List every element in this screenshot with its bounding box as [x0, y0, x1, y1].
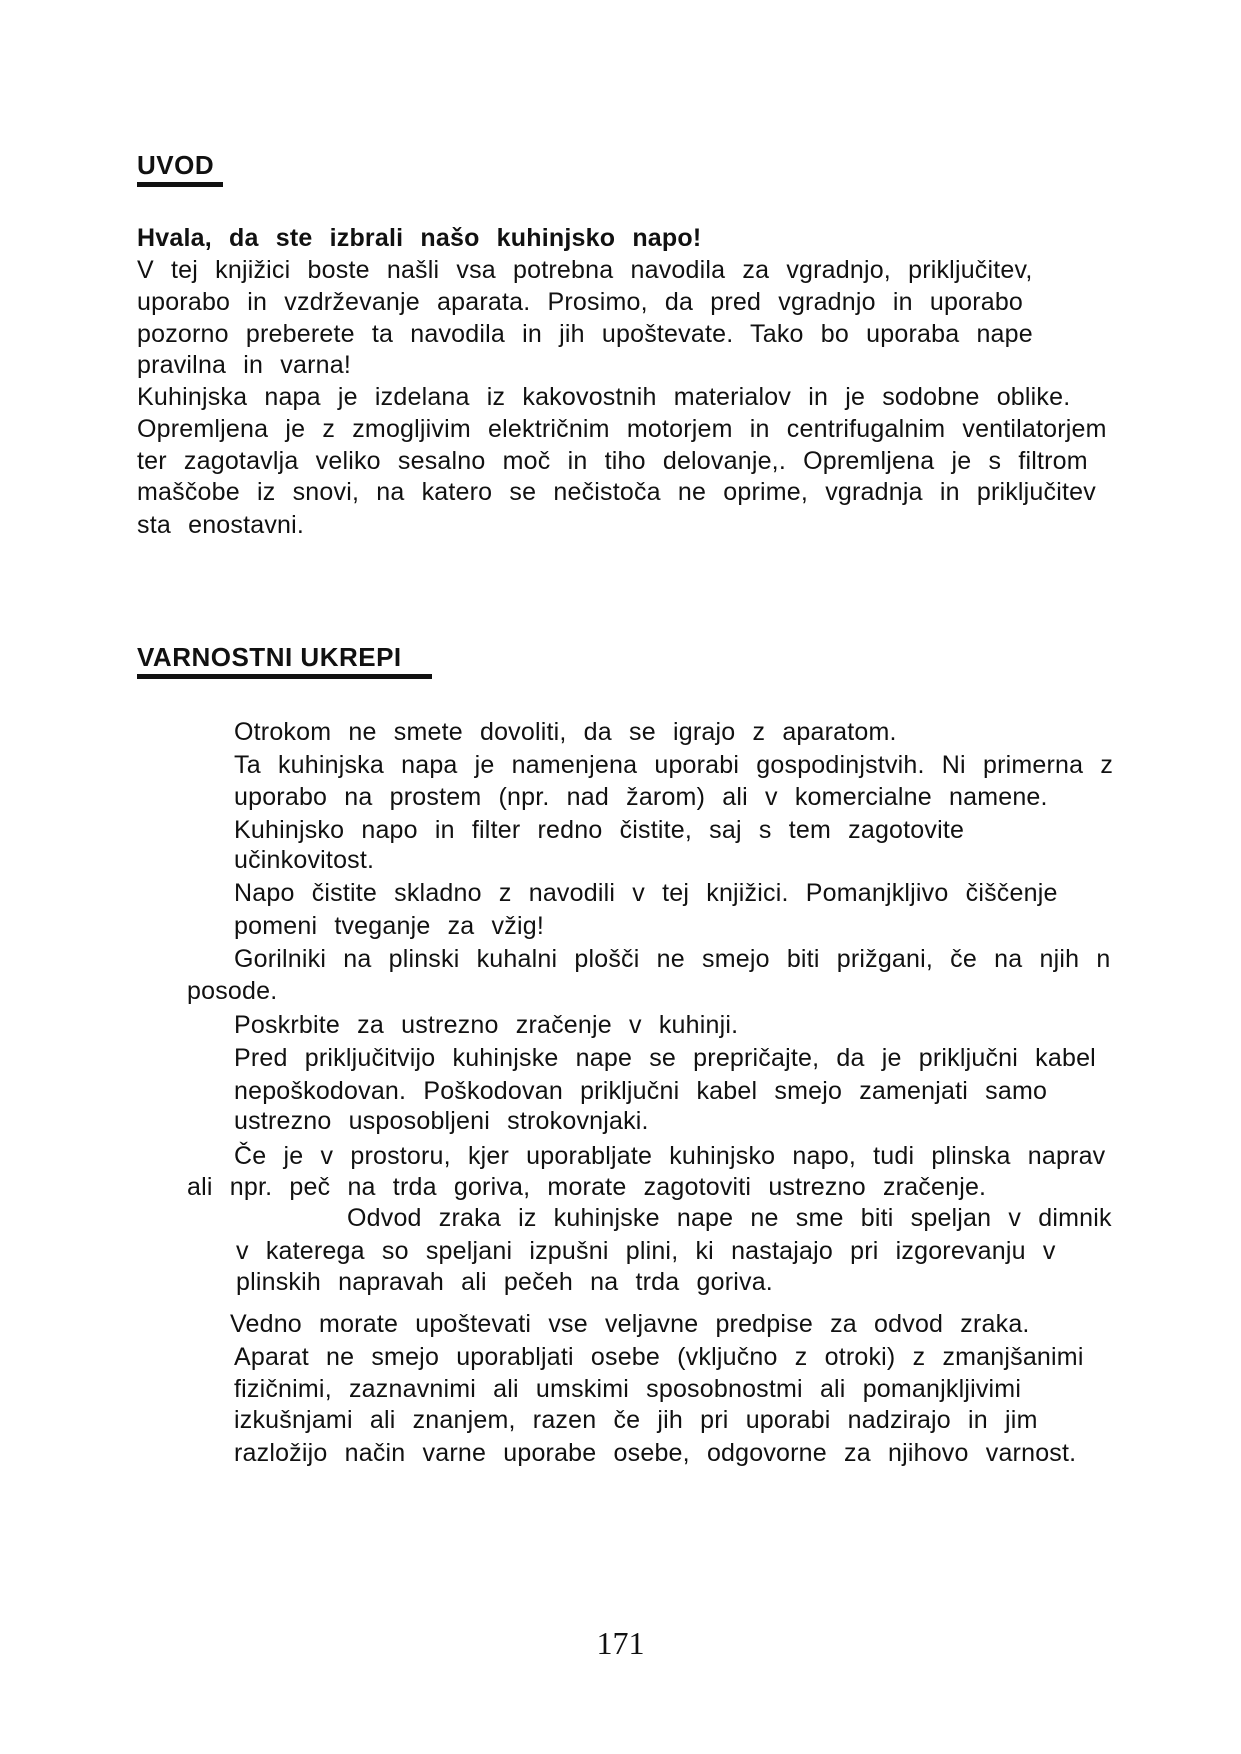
intro-line: Opremljena je z zmogljivim električnim motorjem in centrifugalnim ventilatorjem: [137, 415, 1107, 443]
safety-line: v katerega so speljani izpušni plini, ki nastajajo pri izgorevanju v: [236, 1237, 1056, 1265]
safety-heading: [137, 642, 402, 673]
intro-line: sta enostavni.: [137, 511, 305, 539]
page-number: 171: [596, 1625, 645, 1661]
safety-line: Napo čistite skladno z navodili v tej knjižici. Pomanjkljivo čiščenje: [234, 879, 1058, 907]
safety-line: ustrezno usposobljeni strokovnjaki.: [234, 1107, 649, 1135]
intro-line: maščobe iz snovi, na katero se nečistoča ne oprime, vgradnja in priključitev: [137, 478, 1096, 506]
intro-line: pozorno preberete ta navodila in jih upoštevate. Tako bo uporaba nape: [137, 320, 1033, 348]
safety-line: izkušnjami ali znanjem, razen če jih pri uporabi nadzirajo in jim: [234, 1406, 1038, 1434]
intro-line: ter zagotavlja veliko sesalno moč in tiho delovanje,. Opremljena je s filtrom: [137, 447, 1088, 475]
safety-line: Aparat ne smejo uporabljati osebe (vključno z otroki) z zmanjšanimi: [234, 1343, 1084, 1371]
safety-line: plinskih napravah ali pečeh na trda goriva.: [236, 1268, 773, 1296]
safety-line: Otrokom ne smete dovoliti, da se igrajo z aparatom.: [234, 718, 897, 746]
safety-heading-underline: [137, 674, 432, 679]
intro-heading-text: UVOD: [137, 150, 215, 180]
intro-line: V tej knjižici boste našli vsa potrebna navodila za vgradnjo, priključitev,: [137, 256, 1033, 284]
safety-line: uporabo na prostem (npr. nad žarom) ali v komercialne namene.: [234, 783, 1048, 811]
intro-line: pravilna in varna!: [137, 351, 351, 379]
safety-line: Pred priključitvijo kuhinjske nape se prepričajte, da je priključni kabel: [234, 1044, 1096, 1072]
safety-line: učinkovitost.: [234, 846, 375, 874]
safety-line: razložijo način varne uporabe osebe, odgovorne za njihovo varnost.: [234, 1439, 1077, 1467]
safety-line: ali npr. peč na trda goriva, morate zagotoviti ustrezno zračenje.: [187, 1173, 987, 1201]
safety-line: Kuhinjsko napo in filter redno čistite, saj s tem zagotovite: [234, 816, 965, 844]
intro-heading: [137, 150, 214, 181]
safety-heading-text: VARNOSTNI UKREPI: [137, 642, 402, 672]
intro-line: Hvala, da ste izbrali našo kuhinjsko napo!: [137, 224, 702, 252]
intro-line: uporabo in vzdrževanje aparata. Prosimo, da pred vgradnjo in uporabo: [137, 288, 1024, 316]
safety-line: pomeni tveganje za vžig!: [234, 912, 544, 940]
safety-line: Če je v prostoru, kjer uporabljate kuhinjsko napo, tudi plinska naprav: [234, 1142, 1106, 1170]
safety-line: Vedno morate upoštevati vse veljavne predpise za odvod zraka.: [230, 1310, 1030, 1338]
intro-line: Kuhinjska napa je izdelana iz kakovostnih materialov in je sodobne oblike.: [137, 383, 1071, 411]
safety-line: fizičnimi, zaznavnimi ali umskimi sposobnostmi ali pomanjkljivimi: [234, 1375, 1022, 1403]
safety-line: Ta kuhinjska napa je namenjena uporabi gospodinjstvih. Ni primerna z: [234, 751, 1114, 779]
safety-line: Poskrbite za ustrezno zračenje v kuhinji.: [234, 1011, 739, 1039]
intro-heading-underline: [137, 182, 223, 187]
safety-line: Gorilniki na plinski kuhalni plošči ne smejo biti prižgani, če na njih n: [234, 945, 1111, 973]
safety-line: nepoškodovan. Poškodovan priključni kabel smejo zamenjati samo: [234, 1077, 1048, 1105]
safety-line: Odvod zraka iz kuhinjske nape ne sme biti speljan v dimnik: [347, 1204, 1112, 1232]
safety-line: posode.: [187, 977, 278, 1005]
